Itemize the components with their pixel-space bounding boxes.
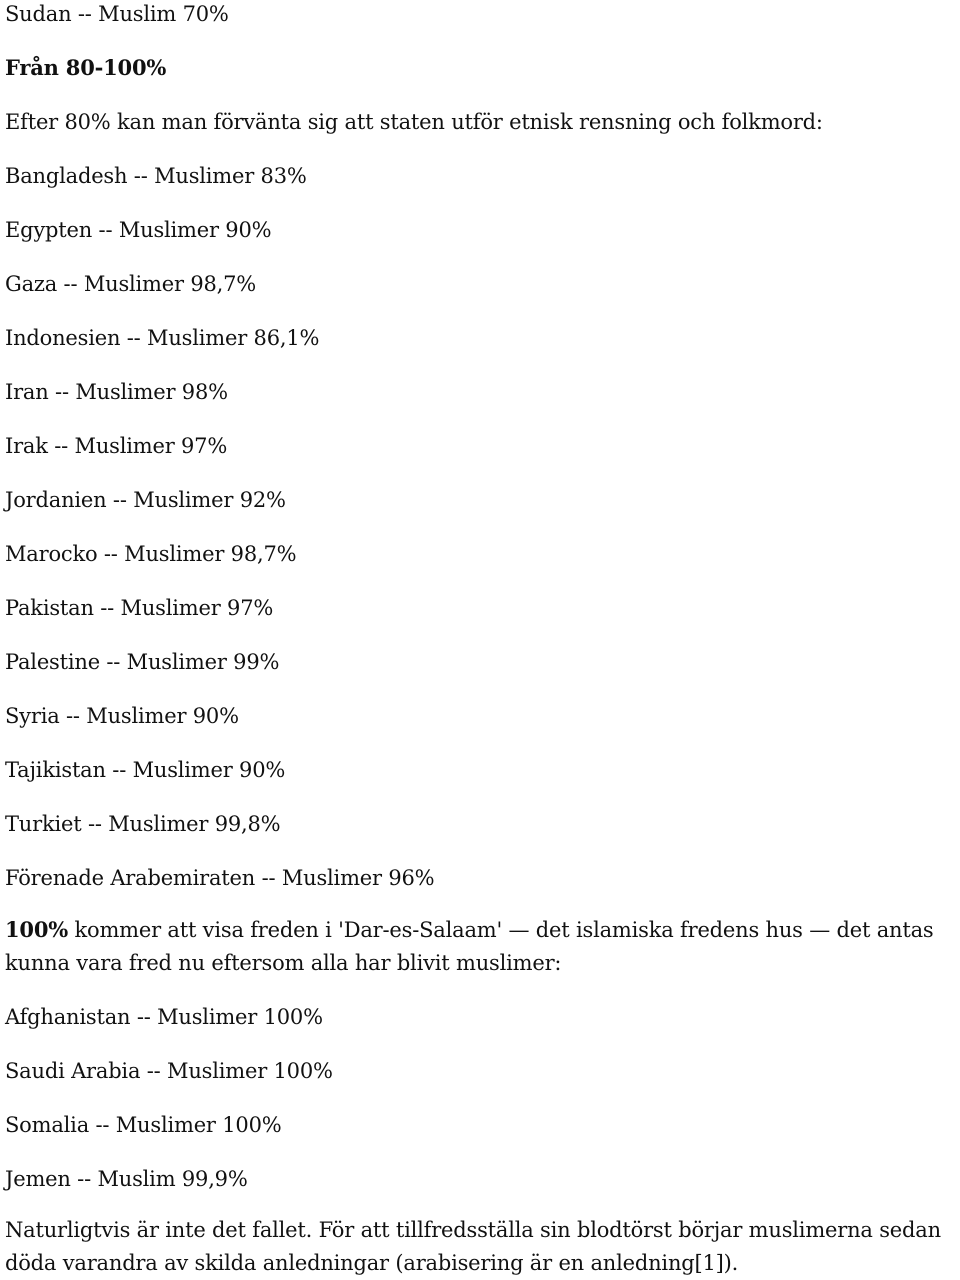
country-entry: Förenade Arabemiraten -- Muslimer 96% (5, 866, 435, 890)
country-entry: Gaza -- Muslimer 98,7% (5, 272, 257, 296)
intro-100-paragraph (5, 913, 957, 980)
country-entry: Egypten -- Muslimer 90% (5, 218, 272, 242)
country-entry: Pakistan -- Muslimer 97% (5, 596, 274, 620)
intro-100-bold: 100% (5, 917, 68, 942)
country-entry: Palestine -- Muslimer 99% (5, 650, 280, 674)
country-entry: Jordanien -- Muslimer 92% (5, 488, 286, 512)
country-entry: Saudi Arabia -- Muslimer 100% (5, 1059, 333, 1083)
country-entry: Somalia -- Muslimer 100% (5, 1113, 282, 1137)
country-entry: Afghanistan -- Muslimer 100% (5, 1005, 323, 1029)
intro-80-paragraph: Efter 80% kan man förvänta sig att staten utför etnisk rensning och folkmord: (5, 110, 823, 134)
country-entry: Tajikistan -- Muslimer 90% (5, 758, 286, 782)
country-entry: Indonesien -- Muslimer 86,1% (5, 326, 320, 350)
section-heading: Från 80-100% (5, 55, 167, 80)
country-entry: Turkiet -- Muslimer 99,8% (5, 812, 281, 836)
country-entry: Iran -- Muslimer 98% (5, 380, 228, 404)
country-entry: Marocko -- Muslimer 98,7% (5, 542, 297, 566)
closing-paragraph: Naturligtvis är inte det fallet. För att tillfredsställa sin blodtörst börjar muslimerna sedan döda varandra av skilda anledningar (arabisering är en anledning[1]). (5, 1218, 941, 1275)
country-entry: Bangladesh -- Muslimer 83% (5, 164, 307, 188)
intro-100-text: kommer att visa freden i 'Dar-es-Salaam' — det islamiska fredens hus — det antas kunna vara fred nu eftersom alla har blivit muslimer: (5, 918, 934, 975)
country-entry: Jemen -- Muslim 99,9% (5, 1167, 248, 1191)
country-entry: Irak -- Muslimer 97% (5, 434, 228, 458)
sudan-entry: Sudan -- Muslim 70% (5, 2, 229, 26)
country-entry: Syria -- Muslimer 90% (5, 704, 239, 728)
